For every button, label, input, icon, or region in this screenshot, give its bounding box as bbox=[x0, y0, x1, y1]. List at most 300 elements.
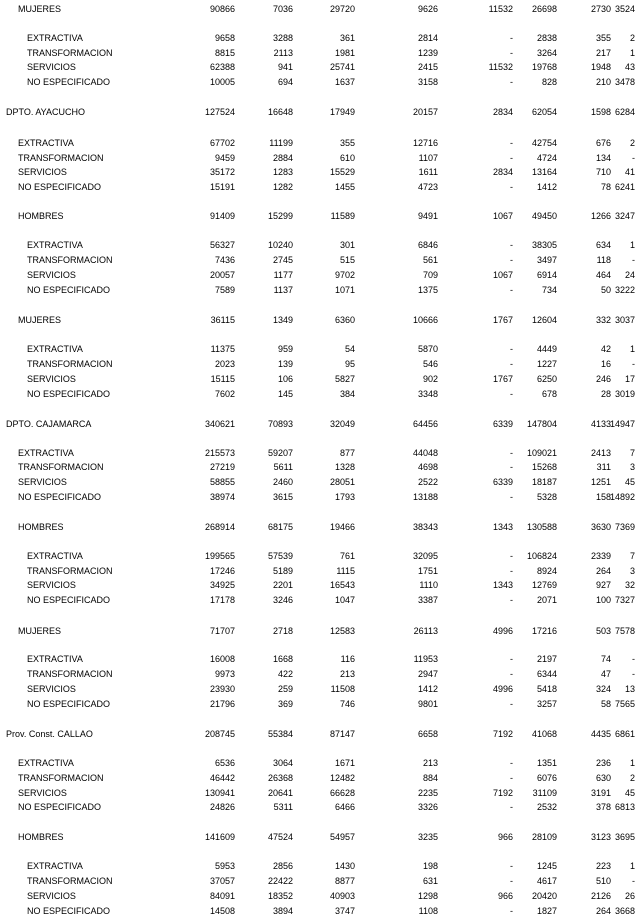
cell-value: 1266 bbox=[590, 211, 611, 221]
cell-value: 16543 bbox=[329, 580, 355, 590]
cell-value: 4698 bbox=[417, 462, 438, 472]
cell-value: 355 bbox=[595, 33, 611, 43]
table-row bbox=[0, 447, 639, 459]
cell-value: 941 bbox=[277, 62, 293, 72]
cell-value: 12482 bbox=[329, 773, 355, 783]
cell-value: 1793 bbox=[334, 492, 355, 502]
cell-value: 6076 bbox=[536, 773, 557, 783]
cell-value: 10240 bbox=[267, 240, 293, 250]
table-row bbox=[0, 905, 639, 917]
table-row bbox=[0, 579, 639, 591]
cell-value: 47 bbox=[600, 669, 611, 679]
cell-value: 43 bbox=[624, 62, 635, 72]
cell-value: 15115 bbox=[210, 374, 235, 384]
row-label: SERVICIOS bbox=[18, 167, 67, 177]
cell-value: 676 bbox=[595, 138, 611, 148]
cell-value: 11953 bbox=[413, 654, 438, 664]
cell-value: 1282 bbox=[272, 182, 293, 192]
cell-value: 32 bbox=[624, 580, 635, 590]
cell-value: 14947 bbox=[609, 419, 635, 429]
row-label: NO ESPECIFICADO bbox=[18, 492, 102, 502]
cell-value: 3326 bbox=[417, 802, 438, 812]
table-row bbox=[0, 772, 639, 784]
cell-value: - bbox=[510, 492, 513, 502]
cell-value: 2730 bbox=[590, 4, 611, 14]
cell-value: 38343 bbox=[412, 522, 438, 532]
table-row bbox=[0, 728, 639, 740]
row-label: SERVICIOS bbox=[27, 891, 76, 901]
cell-value: 24 bbox=[624, 270, 635, 280]
cell-value: 71707 bbox=[209, 626, 235, 636]
cell-value: 21796 bbox=[209, 699, 235, 709]
cell-value: 4435 bbox=[590, 729, 611, 739]
table-row bbox=[0, 61, 639, 73]
table-row bbox=[0, 890, 639, 902]
cell-value: 5328 bbox=[536, 492, 557, 502]
cell-value: 1067 bbox=[492, 270, 513, 280]
table-row bbox=[0, 418, 639, 430]
cell-value: 3288 bbox=[272, 33, 293, 43]
cell-value: 2201 bbox=[272, 580, 293, 590]
cell-value: 7327 bbox=[614, 595, 635, 605]
cell-value: 2023 bbox=[214, 359, 235, 369]
cell-value: 2126 bbox=[590, 891, 611, 901]
cell-value: 2413 bbox=[590, 448, 611, 458]
cell-value: 7 bbox=[629, 448, 635, 458]
cell-value: 1430 bbox=[334, 861, 355, 871]
cell-value: 1375 bbox=[417, 285, 438, 295]
cell-value: 66628 bbox=[329, 788, 355, 798]
cell-value: 902 bbox=[422, 374, 438, 384]
cell-value: 87147 bbox=[329, 729, 355, 739]
cell-value: 7192 bbox=[492, 729, 513, 739]
cell-value: 5870 bbox=[417, 344, 438, 354]
cell-value: 761 bbox=[339, 551, 355, 561]
row-label: TRANSFORMACION bbox=[27, 255, 113, 265]
cell-value: 1349 bbox=[272, 315, 293, 325]
cell-value: 2460 bbox=[272, 477, 293, 487]
cell-value: 631 bbox=[422, 876, 438, 886]
cell-value: 734 bbox=[541, 285, 557, 295]
cell-value: 1328 bbox=[334, 462, 355, 472]
cell-value: 7565 bbox=[614, 699, 635, 709]
cell-value: 2718 bbox=[272, 626, 293, 636]
cell-value: 20057 bbox=[209, 270, 235, 280]
cell-value: 26 bbox=[624, 891, 635, 901]
cell-value: 1598 bbox=[590, 107, 611, 117]
cell-value: 2235 bbox=[417, 788, 438, 798]
cell-value: 12604 bbox=[531, 315, 557, 325]
cell-value: 2532 bbox=[536, 802, 557, 812]
cell-value: 11199 bbox=[269, 138, 293, 148]
cell-value: 1827 bbox=[536, 906, 557, 916]
cell-value: - bbox=[510, 138, 513, 148]
table-row bbox=[0, 875, 639, 887]
cell-value: 26698 bbox=[531, 4, 557, 14]
cell-value: - bbox=[510, 876, 513, 886]
cell-value: 20641 bbox=[267, 788, 293, 798]
cell-value: 130941 bbox=[204, 788, 235, 798]
cell-value: 208745 bbox=[204, 729, 235, 739]
cell-value: 324 bbox=[595, 684, 611, 694]
cell-value: 3387 bbox=[417, 595, 438, 605]
table-row bbox=[0, 76, 639, 88]
row-label: NO ESPECIFICADO bbox=[27, 699, 111, 709]
cell-value: 6846 bbox=[417, 240, 438, 250]
row-label: HOMBRES bbox=[18, 211, 64, 221]
cell-value: 40903 bbox=[329, 891, 355, 901]
cell-value: 3264 bbox=[536, 48, 557, 58]
cell-value: 1115 bbox=[336, 566, 355, 576]
cell-value: 311 bbox=[596, 462, 611, 472]
cell-value: 141609 bbox=[204, 832, 235, 842]
cell-value: 78 bbox=[600, 182, 611, 192]
cell-value: 20157 bbox=[412, 107, 438, 117]
row-label: SERVICIOS bbox=[18, 477, 67, 487]
cell-value: 17178 bbox=[209, 595, 235, 605]
cell-value: 70893 bbox=[267, 419, 293, 429]
row-label: NO ESPECIFICADO bbox=[27, 285, 111, 295]
row-label: TRANSFORMACION bbox=[27, 669, 113, 679]
table-row bbox=[0, 166, 639, 178]
cell-value: 1 bbox=[629, 48, 635, 58]
cell-value: 709 bbox=[422, 270, 438, 280]
cell-value: 4996 bbox=[492, 684, 513, 694]
cell-value: 59207 bbox=[267, 448, 293, 458]
row-label: EXTRACTIVA bbox=[18, 138, 74, 148]
cell-value: 6284 bbox=[614, 107, 635, 117]
cell-value: 199565 bbox=[204, 551, 235, 561]
cell-value: 546 bbox=[422, 359, 438, 369]
cell-value: 37057 bbox=[209, 876, 235, 886]
cell-value: 6536 bbox=[214, 758, 235, 768]
table-row bbox=[0, 653, 639, 665]
cell-value: - bbox=[632, 153, 635, 163]
row-label: NO ESPECIFICADO bbox=[18, 802, 102, 812]
cell-value: 28051 bbox=[329, 477, 355, 487]
cell-value: 36115 bbox=[210, 315, 235, 325]
row-label: EXTRACTIVA bbox=[27, 861, 83, 871]
row-label: EXTRACTIVA bbox=[18, 448, 74, 458]
cell-value: 18352 bbox=[267, 891, 293, 901]
cell-value: 1110 bbox=[419, 580, 438, 590]
cell-value: 630 bbox=[595, 773, 611, 783]
table-row bbox=[0, 358, 639, 370]
cell-value: 16008 bbox=[209, 654, 235, 664]
cell-value: 29720 bbox=[329, 4, 355, 14]
cell-value: 1767 bbox=[492, 374, 513, 384]
cell-value: 62054 bbox=[531, 107, 557, 117]
cell-value: 7 bbox=[629, 551, 635, 561]
row-label: DPTO. CAJAMARCA bbox=[6, 419, 92, 429]
cell-value: 213 bbox=[339, 669, 355, 679]
cell-value: 6360 bbox=[334, 315, 355, 325]
cell-value: 10005 bbox=[209, 77, 235, 87]
cell-value: 1637 bbox=[334, 77, 355, 87]
cell-value: 2 bbox=[629, 33, 635, 43]
cell-value: 3894 bbox=[272, 906, 293, 916]
cell-value: 26113 bbox=[413, 626, 438, 636]
cell-value: 12583 bbox=[329, 626, 355, 636]
cell-value: 5611 bbox=[273, 462, 293, 472]
cell-value: 6250 bbox=[536, 374, 557, 384]
row-label: NO ESPECIFICADO bbox=[27, 389, 111, 399]
cell-value: 5827 bbox=[334, 374, 355, 384]
cell-value: 422 bbox=[277, 669, 293, 679]
cell-value: 38305 bbox=[531, 240, 557, 250]
cell-value: 268914 bbox=[204, 522, 235, 532]
cell-value: 56327 bbox=[209, 240, 235, 250]
cell-value: 1227 bbox=[536, 359, 557, 369]
cell-value: 959 bbox=[277, 344, 293, 354]
row-label: NO ESPECIFICADO bbox=[18, 182, 102, 192]
cell-value: 38974 bbox=[209, 492, 235, 502]
cell-value: 610 bbox=[339, 153, 355, 163]
row-label: EXTRACTIVA bbox=[27, 344, 83, 354]
cell-value: 1668 bbox=[272, 654, 293, 664]
cell-value: 57539 bbox=[267, 551, 293, 561]
cell-value: - bbox=[510, 285, 513, 295]
cell-value: 116 bbox=[340, 654, 355, 664]
cell-value: 1351 bbox=[536, 758, 557, 768]
cell-value: 127524 bbox=[204, 107, 235, 117]
cell-value: 2113 bbox=[273, 48, 293, 58]
cell-value: 503 bbox=[595, 626, 611, 636]
table-row bbox=[0, 594, 639, 606]
cell-value: 24826 bbox=[209, 802, 235, 812]
row-label: EXTRACTIVA bbox=[27, 551, 83, 561]
cell-value: 1671 bbox=[334, 758, 355, 768]
cell-value: 7602 bbox=[214, 389, 235, 399]
cell-value: - bbox=[510, 773, 513, 783]
cell-value: - bbox=[510, 359, 513, 369]
cell-value: 694 bbox=[277, 77, 293, 87]
cell-value: - bbox=[510, 654, 513, 664]
cell-value: 9973 bbox=[214, 669, 235, 679]
cell-value: 1412 bbox=[417, 684, 438, 694]
row-label: EXTRACTIVA bbox=[27, 33, 83, 43]
cell-value: 18187 bbox=[531, 477, 557, 487]
row-label: EXTRACTIVA bbox=[18, 758, 74, 768]
cell-value: 2071 bbox=[536, 595, 557, 605]
cell-value: 3668 bbox=[614, 906, 635, 916]
cell-value: 1047 bbox=[334, 595, 355, 605]
cell-value: 11508 bbox=[330, 684, 355, 694]
cell-value: 3257 bbox=[536, 699, 557, 709]
row-label: TRANSFORMACION bbox=[18, 153, 104, 163]
cell-value: 3 bbox=[629, 566, 635, 576]
cell-value: 31109 bbox=[532, 788, 557, 798]
cell-value: 12716 bbox=[412, 138, 438, 148]
table-row bbox=[0, 565, 639, 577]
cell-value: 139 bbox=[277, 359, 293, 369]
cell-value: 47524 bbox=[267, 832, 293, 842]
cell-value: 3 bbox=[629, 462, 635, 472]
cell-value: 20420 bbox=[531, 891, 557, 901]
cell-value: - bbox=[632, 359, 635, 369]
cell-value: 4133 bbox=[590, 419, 611, 429]
cell-value: 3348 bbox=[417, 389, 438, 399]
cell-value: 1455 bbox=[334, 182, 355, 192]
cell-value: 1251 bbox=[590, 477, 611, 487]
cell-value: 11532 bbox=[488, 62, 513, 72]
cell-value: 19768 bbox=[531, 62, 557, 72]
table-row bbox=[0, 550, 639, 562]
cell-value: 100 bbox=[595, 595, 611, 605]
cell-value: 11375 bbox=[210, 344, 235, 354]
row-label: EXTRACTIVA bbox=[27, 654, 83, 664]
cell-value: 14508 bbox=[209, 906, 235, 916]
cell-value: 106824 bbox=[526, 551, 557, 561]
cell-value: 3615 bbox=[272, 492, 293, 502]
cell-value: 28109 bbox=[531, 832, 557, 842]
cell-value: 217 bbox=[595, 48, 611, 58]
row-label: TRANSFORMACION bbox=[27, 359, 113, 369]
cell-value: 6861 bbox=[614, 729, 635, 739]
cell-value: 828 bbox=[541, 77, 557, 87]
cell-value: 41 bbox=[624, 167, 635, 177]
cell-value: 2834 bbox=[492, 107, 513, 117]
row-label: SERVICIOS bbox=[27, 684, 76, 694]
table-row bbox=[0, 32, 639, 44]
cell-value: 378 bbox=[595, 802, 611, 812]
cell-value: 7589 bbox=[214, 285, 235, 295]
table-row bbox=[0, 476, 639, 488]
cell-value: 264 bbox=[595, 906, 611, 916]
cell-value: 259 bbox=[277, 684, 293, 694]
cell-value: 49450 bbox=[531, 211, 557, 221]
row-label: HOMBRES bbox=[18, 522, 64, 532]
cell-value: 1071 bbox=[334, 285, 355, 295]
cell-value: 58855 bbox=[209, 477, 235, 487]
cell-value: 134 bbox=[595, 153, 611, 163]
cell-value: 1177 bbox=[273, 270, 293, 280]
table-row bbox=[0, 106, 639, 118]
cell-value: 1981 bbox=[334, 48, 355, 58]
cell-value: 28 bbox=[600, 389, 611, 399]
cell-value: 2415 bbox=[417, 62, 438, 72]
cell-value: 4724 bbox=[536, 153, 557, 163]
row-label: MUJERES bbox=[18, 626, 62, 636]
cell-value: 26368 bbox=[267, 773, 293, 783]
cell-value: 464 bbox=[595, 270, 611, 280]
cell-value: 8877 bbox=[334, 876, 355, 886]
cell-value: 64456 bbox=[412, 419, 438, 429]
cell-value: 13164 bbox=[531, 167, 557, 177]
cell-value: 3246 bbox=[272, 595, 293, 605]
cell-value: 67702 bbox=[209, 138, 235, 148]
cell-value: 9658 bbox=[214, 33, 235, 43]
cell-value: 361 bbox=[339, 33, 355, 43]
cell-value: 23930 bbox=[209, 684, 235, 694]
cell-value: 1611 bbox=[418, 167, 438, 177]
cell-value: 5418 bbox=[536, 684, 557, 694]
cell-value: 19466 bbox=[329, 522, 355, 532]
cell-value: - bbox=[510, 595, 513, 605]
cell-value: 17216 bbox=[531, 626, 557, 636]
cell-value: 58 bbox=[600, 699, 611, 709]
cell-value: 198 bbox=[422, 861, 438, 871]
cell-value: 3019 bbox=[614, 389, 635, 399]
row-label: DPTO. AYACUCHO bbox=[6, 107, 86, 117]
cell-value: 15268 bbox=[531, 462, 557, 472]
cell-value: 32095 bbox=[412, 551, 438, 561]
table-row bbox=[0, 683, 639, 695]
row-label: SERVICIOS bbox=[27, 374, 76, 384]
cell-value: 6466 bbox=[334, 802, 355, 812]
cell-value: 3235 bbox=[417, 832, 438, 842]
cell-value: 3064 bbox=[272, 758, 293, 768]
cell-value: 16 bbox=[600, 359, 611, 369]
cell-value: 3037 bbox=[614, 315, 635, 325]
cell-value: 2 bbox=[629, 773, 635, 783]
cell-value: - bbox=[510, 77, 513, 87]
cell-value: 3123 bbox=[590, 832, 611, 842]
cell-value: 25741 bbox=[329, 62, 355, 72]
cell-value: 62388 bbox=[209, 62, 235, 72]
cell-value: 6241 bbox=[614, 182, 635, 192]
row-label: TRANSFORMACION bbox=[27, 876, 113, 886]
cell-value: 15299 bbox=[267, 211, 293, 221]
cell-value: 145 bbox=[277, 389, 293, 399]
cell-value: - bbox=[510, 182, 513, 192]
row-label: SERVICIOS bbox=[27, 62, 76, 72]
cell-value: 7036 bbox=[272, 4, 293, 14]
cell-value: 1137 bbox=[273, 285, 293, 295]
cell-value: 34925 bbox=[209, 580, 235, 590]
cell-value: 10666 bbox=[412, 315, 438, 325]
cell-value: 3158 bbox=[417, 77, 438, 87]
cell-value: 42 bbox=[600, 344, 611, 354]
cell-value: 3747 bbox=[334, 906, 355, 916]
cell-value: 369 bbox=[277, 699, 293, 709]
cell-value: 15191 bbox=[209, 182, 235, 192]
cell-value: 1343 bbox=[492, 580, 513, 590]
cell-value: 3478 bbox=[614, 77, 635, 87]
cell-value: 41068 bbox=[531, 729, 557, 739]
cell-value: 7436 bbox=[214, 255, 235, 265]
table-row bbox=[0, 388, 639, 400]
cell-value: 7369 bbox=[614, 522, 635, 532]
cell-value: - bbox=[510, 389, 513, 399]
cell-value: 213 bbox=[422, 758, 438, 768]
cell-value: 11589 bbox=[330, 211, 355, 221]
row-label: MUJERES bbox=[18, 315, 62, 325]
cell-value: 158 bbox=[595, 492, 611, 502]
cell-value: 90866 bbox=[209, 4, 235, 14]
cell-value: 510 bbox=[595, 876, 611, 886]
cell-value: - bbox=[510, 153, 513, 163]
cell-value: - bbox=[632, 654, 635, 664]
row-label: TRANSFORMACION bbox=[27, 566, 113, 576]
cell-value: 106 bbox=[277, 374, 293, 384]
cell-value: 91409 bbox=[209, 211, 235, 221]
cell-value: 355 bbox=[339, 138, 355, 148]
cell-value: 2834 bbox=[492, 167, 513, 177]
cell-value: 2745 bbox=[272, 255, 293, 265]
cell-value: - bbox=[510, 669, 513, 679]
cell-value: 340621 bbox=[204, 419, 235, 429]
cell-value: 9626 bbox=[417, 4, 438, 14]
cell-value: 2947 bbox=[417, 669, 438, 679]
cell-value: 17 bbox=[624, 374, 635, 384]
cell-value: 2522 bbox=[417, 477, 438, 487]
row-label: NO ESPECIFICADO bbox=[27, 906, 111, 916]
cell-value: 12769 bbox=[531, 580, 557, 590]
cell-value: 1948 bbox=[590, 62, 611, 72]
cell-value: 55384 bbox=[267, 729, 293, 739]
cell-value: 2814 bbox=[417, 33, 438, 43]
